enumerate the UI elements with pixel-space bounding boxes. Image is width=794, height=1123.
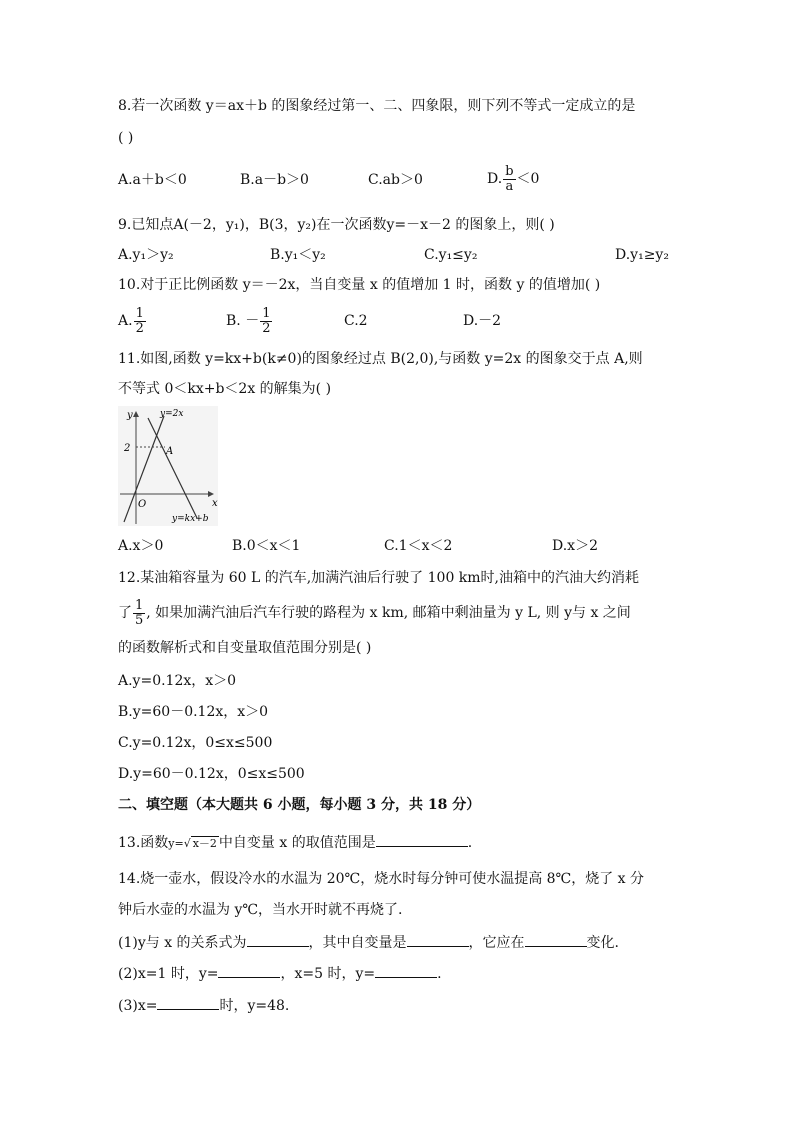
q12-option-d: D.y=60－0.12x，0≤x≤500	[118, 766, 305, 782]
q12-option-a: A.y=0.12x，x＞0	[118, 673, 237, 689]
q13-end: .	[467, 835, 473, 851]
q8-d-suffix: ＜0	[516, 171, 540, 187]
q12-denominator: 5	[135, 612, 144, 628]
q10-b-prefix: B. －	[226, 313, 260, 329]
q8-d-prefix: D.	[487, 171, 503, 187]
q13-formula: y=√ x－2	[168, 837, 217, 850]
q11-option-a: A.x＞0	[118, 538, 164, 554]
label-x: x	[212, 498, 218, 509]
q14-p2-text-a: (2)x=1 时，y=	[118, 966, 219, 982]
q11-option-c: C.1＜x＜2	[384, 538, 453, 554]
label-line-kxb: y=kx+b	[172, 514, 209, 524]
q8-d-fraction	[503, 165, 515, 194]
q14-p1-blank-1[interactable]	[247, 932, 309, 947]
q11-option-d: D.x＞2	[552, 538, 598, 554]
q14-p2-blank-1[interactable]	[218, 963, 280, 978]
q8-stem: 8.若一次函数 y＝ax＋b 的图象经过第一、二、四象限，则下列不等式一定成立的是	[118, 98, 636, 114]
q10-option-d: D.－2	[463, 313, 502, 329]
q12-fraction	[133, 599, 145, 628]
q8-option-a: A.a＋b＜0	[118, 172, 187, 188]
q13-prefix: 13.函数	[118, 835, 169, 851]
q9-option-c: C.y₁≤y₂	[424, 247, 478, 263]
q14-p1-text-c: ，它应在	[468, 935, 525, 951]
q12-option-c: C.y=0.12x，0≤x≤500	[118, 735, 273, 751]
label-line-2x: y=2x	[160, 409, 184, 419]
q13-suffix: 中自变量 x 的取值范围是	[218, 835, 376, 851]
q9-option-b: B.y₁＜y₂	[270, 247, 326, 263]
q14-p1-blank-3[interactable]	[525, 932, 587, 947]
label-a: A	[166, 446, 174, 457]
q8-option-c: C.ab＞0	[368, 172, 423, 188]
q12-option-b: B.y=60－0.12x，x＞0	[118, 704, 269, 720]
q8-paren: ( )	[118, 130, 134, 146]
q8-d-denominator: a	[503, 179, 515, 194]
q10-a-numerator: 1	[135, 305, 144, 321]
q14-stem-line1: 14.烧一壶水，假设冷水的水温为 20℃，烧水时每分钟可使水温提高 8℃，烧了 x 分	[118, 871, 645, 887]
q13-answer-blank[interactable]	[376, 832, 468, 847]
q12-numerator: 1	[135, 597, 144, 613]
q14-p3-blank[interactable]	[157, 995, 219, 1010]
q14-p1-blank-2[interactable]	[407, 932, 469, 947]
q8-option-d	[487, 158, 539, 200]
q14-p1-text-a: (1)y与 x 的关系式为	[118, 935, 247, 951]
q10-stem: 10.对于正比例函数 y＝－2x，当自变量 x 的值增加 1 时，函数 y 的值增加( )	[118, 277, 601, 293]
q10-a-fraction	[134, 307, 146, 336]
q14-part1	[118, 932, 619, 953]
q14-p2-blank-2[interactable]	[375, 963, 437, 978]
label-2: 2	[124, 443, 131, 454]
q9-stem: 9.已知点A(－2，y₁)，B(3，y₂)在一次函数y=－x－2 的图象上，则( )	[118, 217, 555, 233]
graph-background	[118, 406, 218, 526]
q14-p2-text-c: .	[437, 966, 442, 982]
q9-option-a: A.y₁＞y₂	[118, 247, 174, 263]
q10-b-numerator: 1	[262, 305, 271, 321]
q11-stem-line1: 11.如图,函数 y=kx+b(k≠0)的图象经过点 B(2,0),与函数 y=2x 的图象交于点 A,则	[118, 351, 643, 367]
q11-graph	[118, 406, 218, 526]
label-o: O	[138, 499, 147, 510]
q10-option-c: C.2	[344, 313, 368, 329]
q14-p2-text-b: ，x=5 时，y=	[280, 966, 376, 982]
q12-line2-rest: , 如果加满汽油后汽车行驶的路程为 x km, 邮箱中剩油量为 y L, 则 y与 x 之间	[146, 605, 631, 621]
q10-option-a	[118, 300, 147, 342]
q14-p3-text-a: (3)x=	[118, 998, 158, 1014]
q13-formula-y: y=	[168, 837, 184, 850]
q10-a-denominator: 2	[135, 320, 144, 336]
q10-b-denominator: 2	[262, 320, 271, 336]
q14-p3-text-b: 时，y=48.	[219, 998, 290, 1014]
q12-line2-prefix: 了	[118, 605, 132, 621]
q14-part3	[118, 995, 289, 1016]
q14-p1-text-b: ，其中自变量是	[308, 935, 407, 951]
q12-stem-line2	[118, 592, 631, 634]
q13-line	[118, 832, 472, 854]
q10-option-b	[226, 300, 273, 342]
q8-option-b: B.a－b＞0	[240, 172, 309, 188]
q12-stem-line3: 的函数解析式和自变量取值范围分别是( )	[118, 640, 372, 656]
q9-option-d: D.y₁≥y₂	[615, 247, 669, 263]
q10-a-prefix: A.	[118, 313, 133, 329]
q8-d-numerator: b	[505, 163, 514, 179]
q14-stem-line2: 钟后水壶的水温为 y℃，当水开时就不再烧了.	[118, 902, 403, 918]
q14-part2	[118, 963, 442, 984]
section-title: 二、填空题（本大题共 6 小题，每小题 3 分，共 18 分）	[118, 797, 481, 813]
q10-b-fraction	[260, 307, 272, 336]
q13-formula-radicand: x－2	[192, 837, 217, 850]
q12-stem-line1: 12.某油箱容量为 60 L 的汽车,加满汽油后行驶了 100 km时,油箱中的汽油大约消耗	[118, 570, 640, 586]
q14-p1-text-d: 变化.	[586, 935, 619, 951]
q11-option-b: B.0＜x＜1	[232, 538, 301, 554]
label-y: y	[127, 410, 133, 421]
q11-stem-line2: 不等式 0＜kx+b＜2x 的解集为( )	[118, 381, 332, 397]
